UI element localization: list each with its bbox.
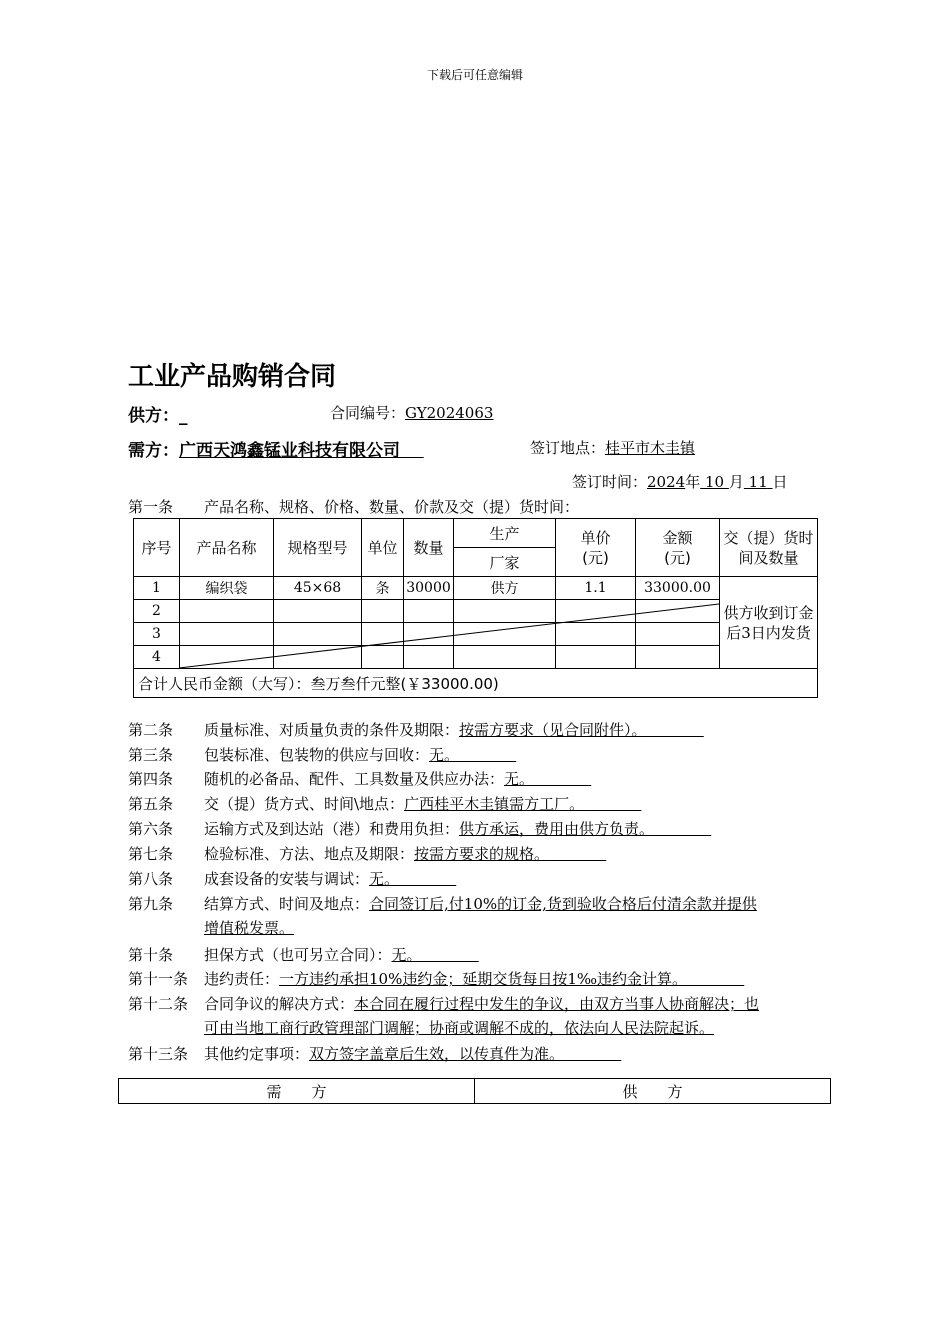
header-unit: 单位 bbox=[362, 519, 404, 577]
article-item bbox=[128, 743, 516, 767]
article-item bbox=[128, 992, 759, 1040]
article-num: 第十三条 bbox=[128, 1045, 189, 1063]
article-num: 第八条 bbox=[128, 870, 174, 888]
article-label: 其他约定事项： bbox=[204, 1045, 310, 1063]
buyer-value: 广西天鸿鑫锰业科技有限公司 bbox=[179, 441, 400, 461]
article-value: 供方承运，费用由供方负责。 bbox=[459, 820, 655, 838]
article-num: 第二条 bbox=[128, 721, 174, 739]
sign-time-line bbox=[572, 471, 788, 492]
cell-qty: 30000 bbox=[404, 577, 454, 600]
sign-place-label: 签订地点： bbox=[530, 439, 606, 457]
article-value: 无。 bbox=[429, 746, 460, 764]
article-num: 第十条 bbox=[128, 946, 174, 964]
table-row bbox=[134, 646, 818, 669]
article-value: 无。 bbox=[369, 870, 400, 888]
cell-seq: 3 bbox=[134, 623, 180, 646]
sign-day: 11 bbox=[748, 473, 768, 491]
header-delivery: 交（提）货时间及数量 bbox=[720, 519, 818, 577]
sign-month: 10 bbox=[705, 473, 725, 491]
article-num: 第七条 bbox=[128, 845, 174, 863]
month-char: 月 bbox=[728, 473, 744, 491]
sign-place-line bbox=[530, 437, 695, 458]
contract-no-value: GY2024063 bbox=[405, 404, 494, 422]
article-value-continued: 增值税发票。 bbox=[204, 919, 295, 937]
day-char: 日 bbox=[772, 473, 788, 491]
article-item bbox=[128, 943, 479, 967]
article-item bbox=[128, 718, 704, 742]
article-label: 随机的必备品、配件、工具数量及供应办法： bbox=[204, 770, 505, 788]
cell-seq: 4 bbox=[134, 646, 180, 669]
cell-delivery-note: 供方收到订金后3日内发货 bbox=[720, 577, 818, 669]
table-row bbox=[134, 600, 818, 623]
header-qty: 数量 bbox=[404, 519, 454, 577]
supplier-label: 供方： bbox=[128, 406, 179, 426]
cell-price: 1.1 bbox=[556, 577, 636, 600]
article-num: 第三条 bbox=[128, 746, 174, 764]
article-item bbox=[128, 842, 606, 866]
contract-title: 工业产品购销合同 bbox=[128, 362, 337, 392]
article-label: 合同争议的解决方式： bbox=[204, 995, 355, 1013]
article-label: 违约责任： bbox=[204, 970, 280, 988]
article-item bbox=[128, 892, 757, 940]
year-char: 年 bbox=[685, 473, 701, 491]
article-text: 产品名称、规格、价格、数量、价款及交（提）货时间： bbox=[204, 498, 580, 516]
cell-amount: 33000.00 bbox=[636, 577, 720, 600]
total-amount: 合计人民币金额（大写）：叁万叁仟元整(￥33000.00) bbox=[134, 669, 818, 698]
product-table bbox=[133, 518, 817, 698]
article-item bbox=[128, 767, 591, 791]
article-label: 质量标准、对质量负责的条件及期限： bbox=[204, 721, 460, 739]
buyer-line bbox=[128, 436, 424, 461]
buyer-label: 需方： bbox=[128, 441, 179, 461]
article-label: 运输方式及到达站（港）和费用负担： bbox=[204, 820, 460, 838]
article-item bbox=[128, 967, 744, 991]
cell-unit: 条 bbox=[362, 577, 404, 600]
signature-supplier: 供 方 bbox=[475, 1079, 831, 1104]
supplier-line bbox=[128, 401, 188, 426]
header-price: 单价 (元) bbox=[556, 519, 636, 577]
article-num: 第六条 bbox=[128, 820, 174, 838]
article-label: 结算方式、时间及地点： bbox=[204, 895, 370, 913]
article-item bbox=[128, 817, 711, 841]
article-value: 本合同在履行过程中发生的争议，由双方当事人协商解决；也 bbox=[354, 995, 760, 1013]
header-spec: 规格型号 bbox=[274, 519, 362, 577]
article-value: 按需方要求的规格。 bbox=[414, 845, 550, 863]
article-num: 第十一条 bbox=[128, 970, 189, 988]
signature-buyer: 需 方 bbox=[119, 1079, 475, 1104]
article-item bbox=[128, 867, 456, 891]
header-maker-top: 生产 bbox=[454, 519, 556, 548]
cell-seq: 2 bbox=[134, 600, 180, 623]
article-value: 无。 bbox=[391, 946, 422, 964]
article-value-continued: 可由当地工商行政管理部门调解；协商或调解不成的，依法向人民法院起诉。 bbox=[204, 1019, 715, 1037]
article-num: 第一条 bbox=[128, 498, 174, 516]
article-value: 按需方要求（见合同附件）。 bbox=[459, 721, 647, 739]
article-item bbox=[128, 792, 641, 816]
article-label: 成套设备的安装与调试： bbox=[204, 870, 370, 888]
article-1 bbox=[128, 495, 579, 519]
header-name: 产品名称 bbox=[180, 519, 274, 577]
article-num: 第五条 bbox=[128, 795, 174, 813]
sign-place-value: 桂平市木圭镇 bbox=[605, 439, 696, 457]
article-label: 交（提）货方式、时间\地点： bbox=[204, 795, 405, 813]
header-seq: 序号 bbox=[134, 519, 180, 577]
header-amount: 金额 (元) bbox=[636, 519, 720, 577]
cell-spec: 45×68 bbox=[274, 577, 362, 600]
signature-table bbox=[118, 1078, 831, 1104]
cell-seq: 1 bbox=[134, 577, 180, 600]
contract-no-line bbox=[330, 402, 493, 423]
article-num: 第十二条 bbox=[128, 995, 189, 1013]
supplier-value: _ bbox=[179, 406, 188, 426]
cell-name: 编织袋 bbox=[180, 577, 274, 600]
header-maker-bottom: 厂家 bbox=[454, 548, 556, 577]
article-item bbox=[128, 1042, 621, 1066]
article-value: 一方违约承担10%违约金；延期交货每日按1‰违约金计算。 bbox=[279, 970, 688, 988]
header-note: 下载后可任意编辑 bbox=[426, 68, 523, 82]
article-value: 双方签字盖章后生效，以传真件为准。 bbox=[309, 1045, 565, 1063]
article-num: 第四条 bbox=[128, 770, 174, 788]
table-row bbox=[134, 577, 818, 600]
cell-maker: 供方 bbox=[454, 577, 556, 600]
article-label: 担保方式（也可另立合同）： bbox=[204, 946, 392, 964]
article-value: 无。 bbox=[504, 770, 535, 788]
contract-no-label: 合同编号： bbox=[330, 404, 406, 422]
table-row bbox=[134, 623, 818, 646]
sign-year: 2024 bbox=[647, 473, 686, 491]
article-label: 检验标准、方法、地点及期限： bbox=[204, 845, 415, 863]
article-num: 第九条 bbox=[128, 895, 174, 913]
sign-time-label: 签订时间： bbox=[572, 473, 648, 491]
article-value: 合同签订后,付10%的订金,货到验收合格后付清余款并提供 bbox=[369, 895, 757, 913]
article-label: 包装标准、包装物的供应与回收： bbox=[204, 746, 430, 764]
article-value: 广西桂平木圭镇需方工厂。 bbox=[404, 795, 585, 813]
